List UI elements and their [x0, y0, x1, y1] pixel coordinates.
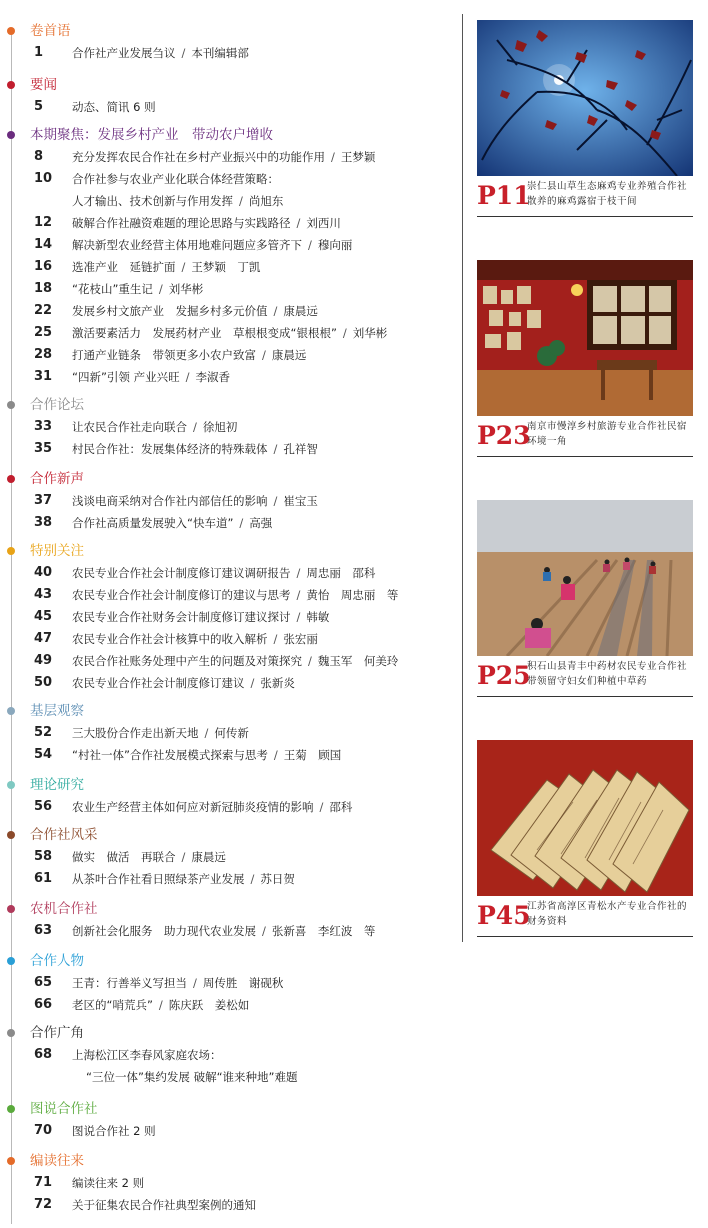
feature-page-number: P11	[477, 181, 531, 210]
article-title: 解决新型农业经营主体用地难问题应多管齐下	[72, 238, 302, 252]
entry-line	[72, 322, 387, 344]
author-separator: /	[342, 326, 347, 340]
article-author: 孔祥智	[283, 442, 318, 456]
page-number: 22	[34, 303, 53, 318]
toc-section	[0, 124, 458, 388]
page-number: 5	[34, 99, 44, 114]
section-header	[0, 898, 458, 920]
article-author: 陈庆跃 姜松如	[168, 998, 250, 1012]
article-author: 刘华彬	[352, 326, 388, 340]
article-author: 韩敏	[306, 610, 330, 624]
section-bullet	[7, 401, 15, 409]
entry-line	[72, 722, 249, 744]
section-title: 基层观察	[30, 703, 84, 719]
article-author: 本刊编辑部	[191, 46, 249, 60]
page-number: 49	[34, 653, 53, 668]
article-author: 康晨远	[271, 348, 307, 362]
article-subtitle: 人才输出、技术创新与作用发挥	[72, 194, 233, 208]
toc-entry[interactable]	[0, 212, 458, 234]
section-title: 农机合作社	[30, 901, 98, 917]
feature-caption	[477, 416, 693, 457]
section-bullet	[7, 1157, 15, 1165]
toc-entry[interactable]	[0, 796, 458, 818]
article-author: 康晨远	[191, 850, 226, 864]
section-header	[0, 774, 458, 796]
entry-line	[72, 512, 272, 534]
article-author: 张新炎	[260, 676, 295, 690]
article-author: 苏日贺	[260, 872, 295, 886]
author-separator: /	[273, 304, 278, 318]
author-separator: /	[308, 238, 312, 252]
toc-entry[interactable]	[0, 1120, 458, 1142]
column-divider	[462, 14, 463, 942]
page-number: 72	[34, 1197, 53, 1212]
author-separator: /	[331, 150, 335, 164]
section-title: 图说合作社	[30, 1101, 98, 1117]
entry-line	[72, 256, 260, 278]
toc-section	[0, 468, 458, 534]
article-title: 打通产业链条 带领更多小农户致富	[72, 348, 256, 362]
entry-line	[72, 972, 283, 994]
section-bullet	[7, 547, 15, 555]
section-bullet	[7, 81, 15, 89]
toc-entry[interactable]	[0, 562, 458, 584]
feature-page-number: P45	[477, 901, 531, 930]
author-separator: /	[185, 370, 190, 384]
toc-entry[interactable]	[0, 920, 458, 942]
entry-line	[72, 606, 329, 628]
author-separator: /	[239, 194, 243, 208]
page-number: 70	[34, 1123, 53, 1138]
toc-entry[interactable]	[0, 1044, 458, 1088]
entry-line	[72, 366, 230, 388]
article-title: 上海松江区李春风家庭农场：	[72, 1048, 222, 1062]
toc-entry[interactable]	[0, 994, 458, 1016]
author-separator: /	[273, 494, 278, 508]
toc-section	[0, 898, 458, 942]
article-title: 农业生产经营主体如何应对新冠肺炎疫情的影响	[72, 800, 314, 814]
article-title: 选准产业 延链扩面	[72, 260, 176, 274]
article-title: 合作社产业发展刍议	[72, 46, 176, 60]
article-title: 王青：行善举义写担当	[72, 976, 187, 990]
article-author: 周传胜 谢砚秋	[202, 976, 284, 990]
section-title: 合作论坛	[30, 397, 84, 413]
toc-entry[interactable]	[0, 650, 458, 672]
article-title: 创新社会化服务 助力现代农业发展	[72, 924, 256, 938]
section-title: 合作人物	[30, 953, 84, 969]
author-separator: /	[296, 588, 301, 602]
feature-photo[interactable]	[477, 260, 693, 416]
article-title: 做实 做活 再联合	[72, 850, 176, 864]
author-separator: /	[204, 726, 209, 740]
toc-entry[interactable]	[0, 416, 458, 438]
article-author: 高强	[249, 516, 273, 530]
toc-entry[interactable]	[0, 490, 458, 512]
toc-entry[interactable]	[0, 234, 458, 256]
entry-line	[72, 416, 237, 438]
section-header	[0, 124, 458, 146]
article-title: 发展乡村文旅产业 发掘乡村多元价值	[72, 304, 268, 318]
feature-photo[interactable]	[477, 20, 693, 176]
page-number: 8	[34, 149, 44, 164]
section-bullet	[7, 131, 15, 139]
toc-entry[interactable]	[0, 972, 458, 994]
article-title: 浅谈电商采纳对合作社内部信任的影响	[72, 494, 268, 508]
author-separator: /	[193, 976, 197, 990]
entry-line	[72, 168, 279, 190]
author-separator: /	[250, 676, 255, 690]
section-bullet	[7, 831, 15, 839]
section-bullet	[7, 957, 15, 965]
toc-entry[interactable]	[0, 1194, 458, 1216]
entry-line	[72, 846, 226, 868]
toc-entry[interactable]	[0, 1172, 458, 1194]
page-number: 47	[34, 631, 53, 646]
entry-line	[72, 628, 318, 650]
toc-entry[interactable]	[0, 300, 458, 322]
article-title: 农民专业合作社会计制度修订建议调研报告	[72, 566, 291, 580]
toc-section	[0, 1022, 458, 1088]
article-title: “四新”引领 产业兴旺	[72, 370, 180, 384]
article-author: 王梦颖	[340, 150, 376, 164]
section-title: 卷首语	[30, 23, 71, 39]
author-separator: /	[262, 924, 266, 938]
entry-line	[72, 1194, 256, 1216]
page-number: 56	[34, 799, 53, 814]
page-number: 31	[34, 369, 53, 384]
entry-line	[72, 344, 306, 366]
article-author: 李淑香	[195, 370, 230, 384]
entry-line	[72, 868, 295, 890]
article-author: 张新喜 李红波 等	[271, 924, 376, 938]
entry-line	[72, 490, 318, 512]
entry-line	[72, 650, 398, 672]
author-separator: /	[296, 566, 301, 580]
section-bullet	[7, 905, 15, 913]
page-number: 25	[34, 325, 53, 340]
toc-entry[interactable]	[0, 256, 458, 278]
section-title: 要闻	[30, 77, 57, 93]
page-number: 10	[34, 171, 53, 186]
page-number: 43	[34, 587, 53, 602]
article-author: 王梦颖 丁凯	[191, 260, 261, 274]
section-header	[0, 468, 458, 490]
entry-line	[72, 438, 318, 460]
toc-section	[0, 1150, 458, 1216]
section-header	[0, 700, 458, 722]
entry-line	[72, 562, 375, 584]
article-title: 充分发挥农民合作社在乡村产业振兴中的功能作用	[72, 150, 325, 164]
entry-line	[72, 1120, 156, 1142]
toc-entry[interactable]	[0, 278, 458, 300]
article-author: 康晨远	[283, 304, 318, 318]
article-author: 刘西川	[306, 216, 341, 230]
article-title: 动态、简讯 6 则	[72, 100, 156, 114]
author-separator: /	[239, 516, 244, 530]
toc-entry[interactable]	[0, 606, 458, 628]
section-bullet	[7, 27, 15, 35]
article-author: 崔宝玉	[283, 494, 318, 508]
article-title: 编读往来 2 则	[72, 1176, 145, 1190]
article-title: 村民合作社：发展集体经济的特殊载体	[72, 442, 268, 456]
author-separator: /	[262, 348, 266, 362]
toc-entry[interactable]	[0, 868, 458, 890]
entry-line	[72, 300, 318, 322]
entry-line	[72, 1172, 144, 1194]
page-number: 71	[34, 1175, 53, 1190]
article-title: “花枝山”重生记	[72, 282, 153, 296]
page-number: 18	[34, 281, 53, 296]
article-title: 破解合作社融资难题的理论思路与实践路径	[72, 216, 291, 230]
section-header	[0, 950, 458, 972]
page-number: 28	[34, 347, 53, 362]
toc-entry[interactable]	[0, 512, 458, 534]
article-author: 穆向丽	[317, 238, 353, 252]
entry-line	[72, 672, 295, 694]
page-number: 52	[34, 725, 53, 740]
toc-entry[interactable]	[0, 846, 458, 868]
entry-line	[72, 584, 398, 606]
entry-line	[72, 796, 352, 818]
article-title: 合作社高质量发展驶入“快车道”	[72, 516, 234, 530]
toc-entry[interactable]	[0, 672, 458, 694]
page-number: 65	[34, 975, 53, 990]
article-title-continued	[72, 190, 283, 212]
section-header	[0, 74, 458, 96]
article-author: 尚旭东	[248, 194, 284, 208]
section-title: 合作广角	[30, 1025, 84, 1041]
toc-entry[interactable]	[0, 584, 458, 606]
author-separator: /	[296, 216, 301, 230]
page-number: 1	[34, 45, 44, 60]
section-title: 编读往来	[30, 1153, 84, 1169]
feature-caption-text: 崇仁县山草生态麻鸡专业养殖合作社散养的麻鸡露宿于枝干间	[527, 181, 688, 207]
toc-entry[interactable]	[0, 628, 458, 650]
entry-line	[72, 994, 249, 1016]
article-title: 合作社参与农业产业化联合体经营策略：	[72, 172, 279, 186]
feature-caption	[477, 656, 693, 697]
section-title: 特别关注	[30, 543, 84, 559]
page-number: 16	[34, 259, 53, 274]
section-header	[0, 824, 458, 846]
feature-page-number: P23	[477, 421, 531, 450]
section-title: 合作社风采	[30, 827, 98, 843]
article-author: 黄怡 周忠丽 等	[306, 588, 399, 602]
toc-entry[interactable]	[0, 322, 458, 344]
toc-section	[0, 540, 458, 694]
page-number: 50	[34, 675, 53, 690]
author-separator: /	[308, 654, 312, 668]
page-number: 40	[34, 565, 53, 580]
section-title: 本期聚焦：发展乡村产业 带动农户增收	[30, 127, 273, 143]
toc-section	[0, 950, 458, 1016]
article-title: 农民专业合作社会计核算中的收入解析	[72, 632, 268, 646]
page-number: 33	[34, 419, 53, 434]
feature-page-number: P25	[477, 661, 531, 690]
entry-line	[72, 920, 375, 942]
author-separator: /	[158, 282, 163, 296]
page-number: 38	[34, 515, 53, 530]
toc-entry[interactable]	[0, 366, 458, 388]
section-header	[0, 394, 458, 416]
article-author: 徐旭初	[202, 420, 238, 434]
article-title: 农民专业合作社财务会计制度修订建议探讨	[72, 610, 291, 624]
section-header	[0, 1022, 458, 1044]
section-bullet	[7, 781, 15, 789]
author-separator: /	[319, 800, 324, 814]
article-subtitle: “三位一体”集约发展 破解“谁来种地”难题	[86, 1070, 298, 1084]
article-title: 图说合作社 2 则	[72, 1124, 156, 1138]
article-title: “村社一体”合作社发展模式探索与思考	[72, 748, 268, 762]
toc-section	[0, 824, 458, 890]
article-title: 让农民合作社走向联合	[72, 420, 187, 434]
article-author: 刘华彬	[168, 282, 204, 296]
page-number: 66	[34, 997, 53, 1012]
feature-caption-text: 江苏省高淳区青松水产专业合作社的财务资料	[527, 901, 688, 927]
author-separator: /	[250, 872, 255, 886]
section-header	[0, 1098, 458, 1120]
toc-section	[0, 394, 458, 460]
article-title: 农民合作社账务处理中产生的问题及对策探究	[72, 654, 302, 668]
author-separator: /	[181, 260, 186, 274]
article-title: 三大股份合作走出新天地	[72, 726, 199, 740]
article-title: 农民专业合作社会计制度修订建议	[72, 676, 245, 690]
page-number: 14	[34, 237, 53, 252]
feature-caption-text: 南京市慢淳乡村旅游专业合作社民宿环境一角	[527, 421, 688, 447]
section-bullet	[7, 1105, 15, 1113]
toc-section	[0, 1098, 458, 1142]
page-number: 61	[34, 871, 53, 886]
entry-line	[72, 1044, 222, 1066]
section-header	[0, 1150, 458, 1172]
entry-line	[72, 146, 375, 168]
feature-photo[interactable]	[477, 500, 693, 656]
section-bullet	[7, 707, 15, 715]
feature-caption	[477, 896, 693, 937]
toc-section	[0, 20, 458, 64]
author-separator: /	[181, 850, 186, 864]
page-number: 37	[34, 493, 53, 508]
entry-line	[72, 96, 156, 118]
section-header	[0, 20, 458, 42]
toc-entry[interactable]	[0, 438, 458, 460]
toc-section	[0, 774, 458, 818]
article-title: 农民专业合作社会计制度修订的建议与思考	[72, 588, 291, 602]
article-author: 魏玉军 何美玲	[317, 654, 399, 668]
article-title: 老区的“哨荒兵”	[72, 998, 153, 1012]
article-author: 何传新	[214, 726, 249, 740]
article-author: 张宏丽	[283, 632, 318, 646]
article-author: 邵科	[329, 800, 353, 814]
toc-entry[interactable]	[0, 344, 458, 366]
section-header	[0, 540, 458, 562]
page-number: 45	[34, 609, 53, 624]
article-title-continued	[86, 1066, 298, 1088]
author-separator: /	[193, 420, 197, 434]
toc-entry[interactable]	[0, 96, 458, 118]
entry-line	[72, 744, 341, 766]
article-author: 周忠丽 邵科	[306, 566, 376, 580]
author-separator: /	[296, 610, 301, 624]
page-number: 54	[34, 747, 53, 762]
feature-caption-text: 积石山县青丰中药材农民专业合作社带领留守妇女们种植中草药	[527, 661, 688, 687]
toc-section	[0, 74, 458, 118]
author-separator: /	[273, 748, 278, 762]
author-separator: /	[158, 998, 163, 1012]
page-number: 68	[34, 1047, 53, 1062]
author-separator: /	[181, 46, 186, 60]
article-title: 从茶叶合作社看日照绿茶产业发展	[72, 872, 245, 886]
entry-line	[72, 278, 203, 300]
entry-line	[72, 42, 249, 64]
page-number: 63	[34, 923, 53, 938]
toc-entry[interactable]	[0, 42, 458, 64]
entry-line	[72, 212, 341, 234]
feature-photo[interactable]	[477, 740, 693, 896]
article-author: 王菊 顾国	[283, 748, 342, 762]
toc-entry[interactable]	[0, 744, 458, 766]
section-bullet	[7, 475, 15, 483]
page-number: 12	[34, 215, 53, 230]
toc-entry[interactable]	[0, 168, 458, 212]
feature-column	[458, 0, 708, 1228]
article-title: 激活要素活力 发展药材产业 草根根变成“银根根”	[72, 326, 337, 340]
feature-caption	[477, 176, 693, 217]
toc-section	[0, 700, 458, 766]
page-number: 35	[34, 441, 53, 456]
section-title: 合作新声	[30, 471, 84, 487]
section-bullet	[7, 1029, 15, 1037]
author-separator: /	[273, 442, 278, 456]
entry-line	[72, 234, 352, 256]
article-title: 关于征集农民合作社典型案例的通知	[72, 1198, 256, 1212]
page-number: 58	[34, 849, 53, 864]
author-separator: /	[273, 632, 278, 646]
toc-entry[interactable]	[0, 146, 458, 168]
toc-entry[interactable]	[0, 722, 458, 744]
section-title: 理论研究	[30, 777, 84, 793]
